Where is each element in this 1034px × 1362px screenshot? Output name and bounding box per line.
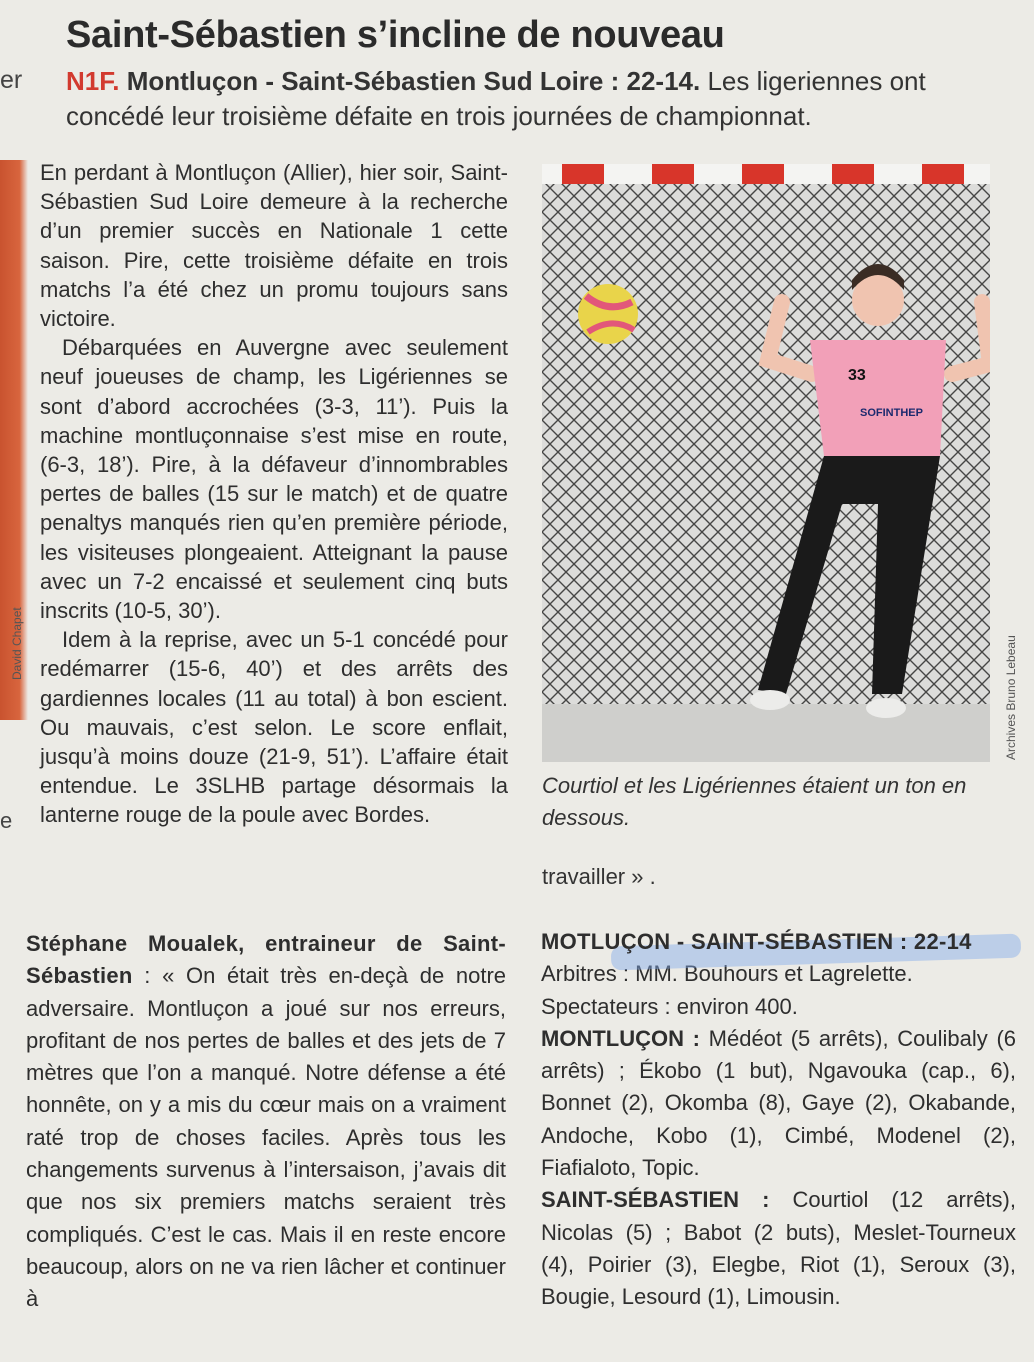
article-paragraph: Débarquées en Auvergne avec seulement neuf joueuses de champ, les Ligériennes se sont d’abord accrochées (3-3, 11’). Puis la machine montluçonnaise s’est mise en route, (6-3, 18’). Pire, à la défaveur d’innombrables pertes de balles (15 sur le match) et de quatre penaltys manqués rien qu’en première période, les visiteuses plongeaient. Atteignant la pause avec un 7-2 encaissé et seulement cinq buts inscrits (10-5, 30’). — [40, 335, 508, 624]
photo-credit-right: Archives Bruno Lebeau — [1004, 635, 1018, 760]
result-box — [541, 926, 1016, 1314]
article-body — [40, 158, 508, 830]
league-tag: N1F. — [66, 66, 120, 96]
chapeau-match: Montluçon - Saint-Sébastien Sud Loire : 22-14. — [126, 66, 701, 96]
home-lineup — [541, 1023, 1016, 1184]
edge-fragment-top: er — [0, 66, 23, 94]
home-team: MONTLUÇON : — [541, 1025, 700, 1051]
photo-caption: Courtiol et les Ligériennes étaient un ton en dessous. — [542, 773, 967, 830]
edge-fragment-middle: e — [0, 808, 13, 833]
chapeau — [66, 64, 1006, 134]
article-paragraph: En perdant à Montluçon (Allier), hier soir, Saint-Sébastien Sud Loire demeure à la recherche d’un premier succès en Nationale 1 cette saison. Pire, cette troisième défaite en trois matchs l’a été chez un promu toujours sans victoire. — [40, 160, 508, 332]
goalkeeper-photo-illustration — [542, 164, 990, 762]
chapeau-text: Les ligeriennes ont concédé leur troisième défaite en trois journées de championnat. — [66, 66, 926, 131]
away-lineup — [541, 1184, 1016, 1313]
interview-quote: : « On était très en-deçà de notre adversaire. Montluçon a joué sur nos erreurs, profitant de nos pertes de balles et des jets de 7 mètres que l’on a manqué. Notre défense a été honnête, on y a mis du cœur mais on a vraiment raté trop de choses faciles. Après tous les changements survenus à l’intersaison, j’avais dit que nos six premiers matchs seraient très compliqués. C’est le cas. Mais il en reste encore beaucoup, alors on ne va rien lâcher et continuer à — [26, 963, 506, 1312]
away-players: Courtiol (12 arrêts), Nicolas (5) ; Babot (2 buts), Meslet-Tourneux (4), Poirier (3), Elegbe, Riot (1), Seroux (3), Bougie, Lesourd (1), Limousin. — [541, 1187, 1016, 1310]
goalkeeper-photo — [542, 164, 990, 762]
result-title: MOTLUÇON - SAINT-SÉBASTIEN : 22-14 — [541, 929, 972, 954]
result-title-wrap — [541, 926, 1016, 958]
jersey-number: 33 — [848, 367, 866, 384]
interviewee: Stéphane Moualek, entraineur de Saint-Sébastien — [26, 931, 506, 989]
home-players: Médéot (5 arrêts), Coulibaly (6 arrêts) ; Ékobo (1 but), Ngavouka (cap., 6), Bonnet (2), Okomba (8), Gaye (2), Okabande, Andoche, Kobo (1), Cimbé, Modenel (2), Fiafialoto, Topic. — [541, 1025, 1017, 1181]
photo-credit-left: David Chapet — [10, 607, 24, 680]
coach-interview — [26, 928, 506, 1316]
jersey-sponsor: SOFINTHEP — [860, 407, 923, 419]
spectators: Spectateurs : environ 400. — [541, 993, 798, 1019]
article-paragraph: Idem à la reprise, avec un 5-1 concédé pour redémarrer (15-6, 40’) et des arrêts des gardiennes locales (11 au total) à bon escient. Ou mauvais, c’est selon. Le score enflait, jusqu’à moins douze (21-9, 51’). L’affaire était entendue. Le 3SLHB partage désormais la lanterne rouge de la poule avec Bordes. — [40, 627, 508, 828]
headline: Saint-Sébastien s’incline de nouveau — [66, 14, 725, 56]
referees: Arbitres : MM. Bouhours et Lagrelette. — [541, 961, 913, 987]
away-team: SAINT-SÉBASTIEN : — [541, 1187, 770, 1213]
quote-end: travailler » . — [542, 864, 656, 889]
